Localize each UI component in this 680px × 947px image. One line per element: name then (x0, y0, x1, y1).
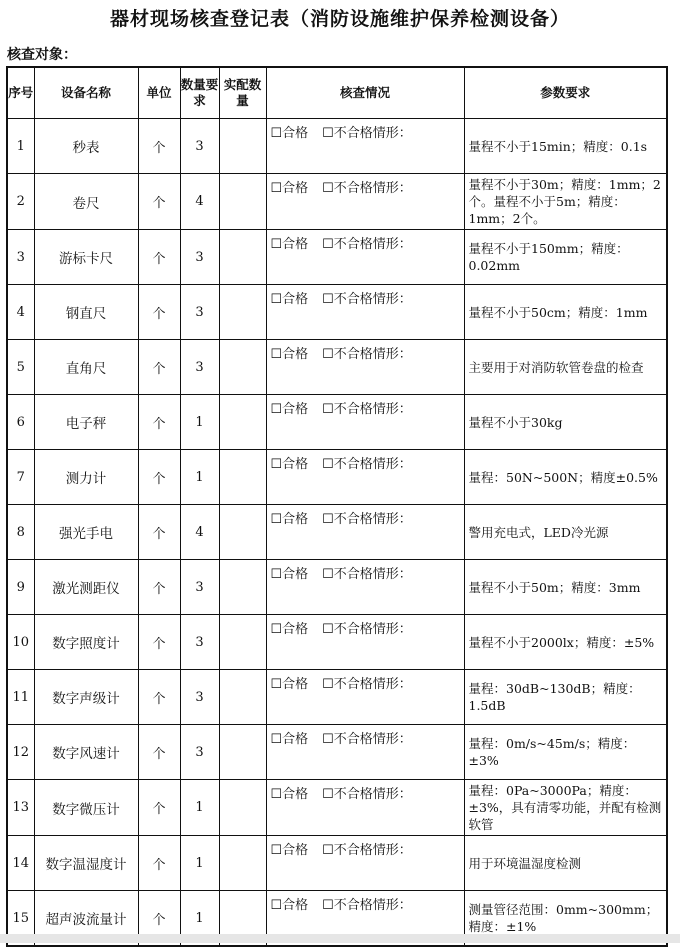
row-number: 8 (7, 505, 34, 560)
check-status-cell (266, 560, 464, 615)
qty-required: 3 (180, 119, 219, 174)
equipment-name: 超声波流量计 (34, 891, 138, 947)
table-row (7, 670, 667, 725)
qty-required: 3 (180, 340, 219, 395)
equipment-name: 卷尺 (34, 174, 138, 230)
pass-checkbox[interactable]: ☐合格 (270, 237, 309, 252)
check-status-cell (266, 395, 464, 450)
actual-qty-field[interactable] (219, 615, 266, 670)
parameter-requirement: 量程：0m/s~45m/s；精度：±3% (464, 725, 667, 780)
equipment-name: 激光测距仪 (34, 560, 138, 615)
parameter-requirement: 量程不小于50cm；精度：1mm (464, 285, 667, 340)
row-number: 7 (7, 450, 34, 505)
pass-checkbox[interactable]: ☐合格 (270, 677, 309, 692)
equipment-name: 数字微压计 (34, 780, 138, 836)
parameter-requirement: 警用充电式，LED冷光源 (464, 505, 667, 560)
actual-qty-field[interactable] (219, 285, 266, 340)
pass-checkbox[interactable]: ☐合格 (270, 622, 309, 637)
fail-checkbox[interactable]: ☐不合格情形： (322, 732, 412, 747)
check-status-cell (266, 780, 464, 836)
header-name: 设备名称 (34, 67, 138, 119)
header-seq: 序号 (7, 67, 34, 119)
table-row (7, 780, 667, 836)
equipment-name: 电子秤 (34, 395, 138, 450)
pass-checkbox[interactable]: ☐合格 (270, 347, 309, 362)
actual-qty-field[interactable] (219, 725, 266, 780)
unit-cell: 个 (138, 725, 180, 780)
qty-required: 4 (180, 505, 219, 560)
table-row (7, 285, 667, 340)
actual-qty-field[interactable] (219, 395, 266, 450)
fail-checkbox[interactable]: ☐不合格情形： (322, 237, 412, 252)
table-row (7, 395, 667, 450)
pass-checkbox[interactable]: ☐合格 (270, 567, 309, 582)
equipment-name: 数字风速计 (34, 725, 138, 780)
fail-checkbox[interactable]: ☐不合格情形： (322, 898, 412, 913)
table-row (7, 615, 667, 670)
pass-checkbox[interactable]: ☐合格 (270, 843, 309, 858)
actual-qty-field[interactable] (219, 505, 266, 560)
unit-cell: 个 (138, 891, 180, 947)
header-actual: 实配数量 (219, 67, 266, 119)
qty-required: 3 (180, 670, 219, 725)
fail-checkbox[interactable]: ☐不合格情形： (322, 787, 412, 802)
parameter-requirement: 量程不小于50m；精度：3mm (464, 560, 667, 615)
actual-qty-field[interactable] (219, 560, 266, 615)
table-row (7, 119, 667, 174)
fail-checkbox[interactable]: ☐不合格情形： (322, 347, 412, 362)
fail-checkbox[interactable]: ☐不合格情形： (322, 843, 412, 858)
row-number: 12 (7, 725, 34, 780)
equipment-name: 直角尺 (34, 340, 138, 395)
row-number: 3 (7, 230, 34, 285)
unit-cell: 个 (138, 450, 180, 505)
qty-required: 3 (180, 230, 219, 285)
pass-checkbox[interactable]: ☐合格 (270, 126, 309, 141)
row-number: 13 (7, 780, 34, 836)
unit-cell: 个 (138, 615, 180, 670)
qty-required: 3 (180, 285, 219, 340)
row-number: 14 (7, 836, 34, 891)
fail-checkbox[interactable]: ☐不合格情形： (322, 292, 412, 307)
fail-checkbox[interactable]: ☐不合格情形： (322, 622, 412, 637)
pass-checkbox[interactable]: ☐合格 (270, 787, 309, 802)
table-row (7, 836, 667, 891)
parameter-requirement: 量程不小于15min；精度：0.1s (464, 119, 667, 174)
inspection-subject-label: 核查对象： (7, 47, 77, 63)
qty-required: 1 (180, 395, 219, 450)
qty-required: 1 (180, 836, 219, 891)
pass-checkbox[interactable]: ☐合格 (270, 512, 309, 527)
equipment-name: 游标卡尺 (34, 230, 138, 285)
unit-cell: 个 (138, 395, 180, 450)
pass-checkbox[interactable]: ☐合格 (270, 457, 309, 472)
actual-qty-field[interactable] (219, 670, 266, 725)
unit-cell: 个 (138, 505, 180, 560)
unit-cell: 个 (138, 836, 180, 891)
table-row (7, 725, 667, 780)
row-number: 1 (7, 119, 34, 174)
qty-required: 3 (180, 615, 219, 670)
header-param: 参数要求 (464, 67, 667, 119)
check-status-cell (266, 505, 464, 560)
check-status-cell (266, 670, 464, 725)
equipment-name: 数字声级计 (34, 670, 138, 725)
qty-required: 3 (180, 725, 219, 780)
unit-cell: 个 (138, 174, 180, 230)
equipment-name: 钢直尺 (34, 285, 138, 340)
equipment-name: 秒表 (34, 119, 138, 174)
check-status-cell (266, 450, 464, 505)
row-number: 11 (7, 670, 34, 725)
table-row (7, 560, 667, 615)
qty-required: 1 (180, 891, 219, 947)
equipment-name: 数字照度计 (34, 615, 138, 670)
pass-checkbox[interactable]: ☐合格 (270, 402, 309, 417)
fail-checkbox[interactable]: ☐不合格情形： (322, 677, 412, 692)
unit-cell: 个 (138, 285, 180, 340)
parameter-requirement: 量程：50N~500N；精度±0.5% (464, 450, 667, 505)
qty-required: 1 (180, 450, 219, 505)
actual-qty-field[interactable] (219, 230, 266, 285)
row-number: 9 (7, 560, 34, 615)
fail-checkbox[interactable]: ☐不合格情形： (322, 457, 412, 472)
unit-cell: 个 (138, 340, 180, 395)
table-row (7, 340, 667, 395)
row-number: 15 (7, 891, 34, 947)
fail-checkbox[interactable]: ☐不合格情形： (322, 126, 412, 141)
actual-qty-field[interactable] (219, 119, 266, 174)
check-status-cell (266, 340, 464, 395)
pass-checkbox[interactable]: ☐合格 (270, 898, 309, 913)
qty-required: 4 (180, 174, 219, 230)
parameter-requirement: 量程不小于150mm；精度：0.02mm (464, 230, 667, 285)
check-status-cell (266, 230, 464, 285)
parameter-requirement: 量程：30dB~130dB；精度：1.5dB (464, 670, 667, 725)
table-row (7, 174, 667, 230)
equipment-name: 强光手电 (34, 505, 138, 560)
check-status-cell (266, 836, 464, 891)
equipment-name: 测力计 (34, 450, 138, 505)
pass-checkbox[interactable]: ☐合格 (270, 181, 309, 196)
actual-qty-field[interactable] (219, 340, 266, 395)
unit-cell: 个 (138, 230, 180, 285)
parameter-requirement: 测量管径范围：0mm~300mm；精度：±1% (464, 891, 667, 947)
table-row (7, 230, 667, 285)
actual-qty-field[interactable] (219, 450, 266, 505)
fail-checkbox[interactable]: ☐不合格情形： (322, 512, 412, 527)
row-number: 5 (7, 340, 34, 395)
header-check: 核查情况 (266, 67, 464, 119)
parameter-requirement: 量程：0Pa~3000Pa；精度：±3%，具有清零功能，并配有检测软管 (464, 780, 667, 836)
actual-qty-field[interactable] (219, 780, 266, 836)
equipment-name: 数字温湿度计 (34, 836, 138, 891)
row-number: 10 (7, 615, 34, 670)
check-status-cell (266, 725, 464, 780)
row-number: 2 (7, 174, 34, 230)
qty-required: 3 (180, 560, 219, 615)
pass-checkbox[interactable]: ☐合格 (270, 292, 309, 307)
page-title: 器材现场核查登记表（消防设施维护保养检测设备） (109, 8, 570, 30)
table-header-row (7, 67, 667, 119)
page-bottom-edge (0, 934, 680, 943)
check-status-cell (266, 615, 464, 670)
row-number: 4 (7, 285, 34, 340)
fail-checkbox[interactable]: ☐不合格情形： (322, 402, 412, 417)
parameter-requirement: 主要用于对消防软管卷盘的检查 (464, 340, 667, 395)
header-unit: 单位 (138, 67, 180, 119)
fail-checkbox[interactable]: ☐不合格情形： (322, 567, 412, 582)
parameter-requirement: 量程不小于30kg (464, 395, 667, 450)
parameter-requirement: 量程不小于2000lx；精度：±5% (464, 615, 667, 670)
parameter-requirement: 量程不小于30m；精度：1mm；2个。量程不小于5m；精度：1mm；2个。 (464, 174, 667, 230)
unit-cell: 个 (138, 670, 180, 725)
check-status-cell (266, 174, 464, 230)
check-status-cell (266, 285, 464, 340)
unit-cell: 个 (138, 119, 180, 174)
unit-cell: 个 (138, 560, 180, 615)
actual-qty-field[interactable] (219, 836, 266, 891)
parameter-requirement: 用于环境温湿度检测 (464, 836, 667, 891)
header-qty: 数量要求 (180, 67, 219, 119)
qty-required: 1 (180, 780, 219, 836)
fail-checkbox[interactable]: ☐不合格情形： (322, 181, 412, 196)
actual-qty-field[interactable] (219, 174, 266, 230)
pass-checkbox[interactable]: ☐合格 (270, 732, 309, 747)
unit-cell: 个 (138, 780, 180, 836)
check-status-cell (266, 119, 464, 174)
table-row (7, 505, 667, 560)
table-row (7, 450, 667, 505)
inspection-table (6, 66, 668, 947)
row-number: 6 (7, 395, 34, 450)
